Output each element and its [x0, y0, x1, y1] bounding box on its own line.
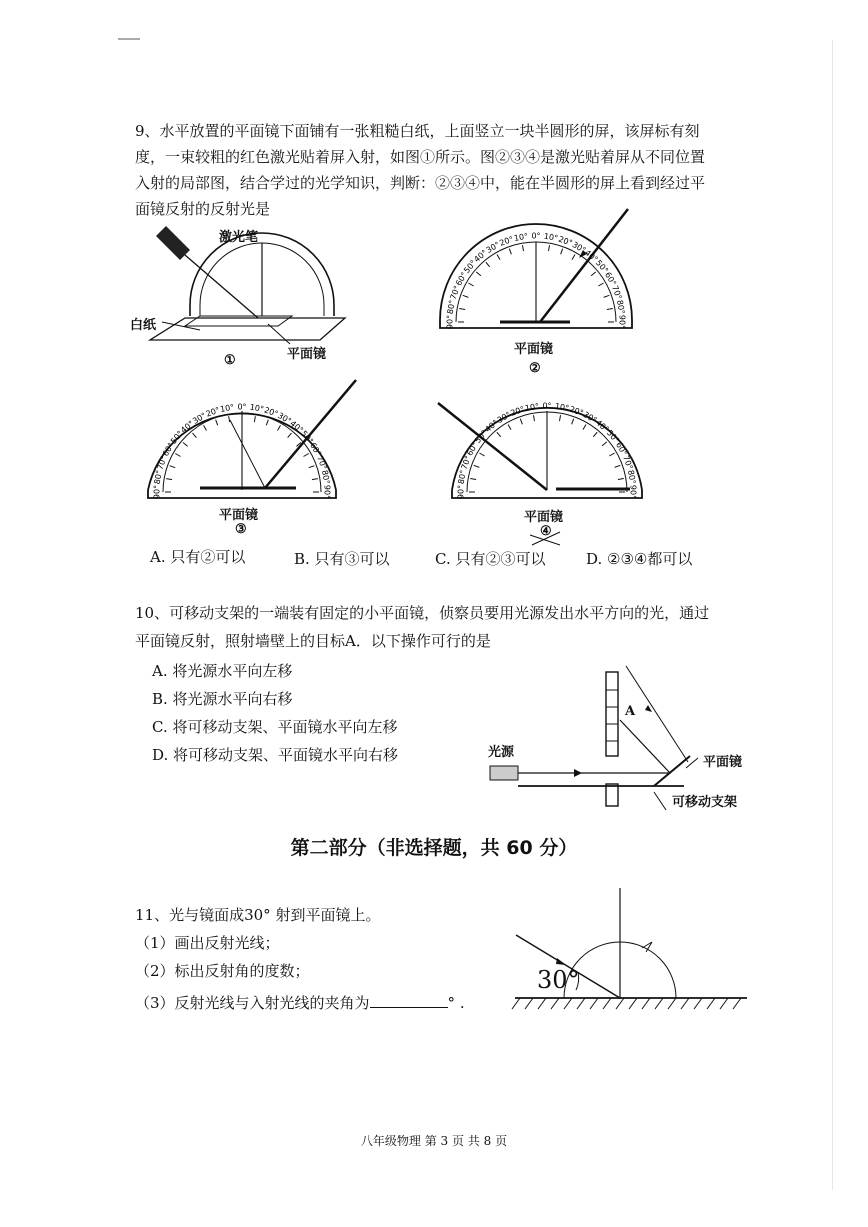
fig2-scale-label: 50°: [593, 258, 610, 276]
q11-sub1: （1）画出反射光线；: [135, 934, 280, 952]
fig2-scale-label: 40°: [472, 248, 490, 265]
fig2-scale-label: 90°: [445, 314, 455, 330]
fig1-paper-label: 白纸: [130, 318, 157, 333]
q10-source-label: 光源: [488, 745, 515, 760]
fig2-scale-label: 30°: [570, 240, 588, 255]
fig4-tick: [520, 419, 522, 425]
fig1-mirror-label: 平面镜: [287, 347, 327, 362]
q11-sub3-end: ° .: [447, 994, 465, 1012]
page-footer: 八年级物理 第 3 页 共 8 页: [360, 1134, 508, 1148]
fig4-tick: [470, 478, 476, 479]
fig4-scale-label: 80°: [626, 469, 638, 485]
q10-target-label: A: [625, 704, 636, 719]
fig3-scale-label: 90°: [322, 484, 332, 500]
fig4-scale-label: 30°: [581, 410, 599, 425]
fig2-scale-label: 70°: [448, 284, 462, 301]
q10-line2: 平面镜反射，照射墙壁上的目标A．以下操作可行的是: [135, 632, 491, 650]
q9-option-d[interactable]: D. ②③④都可以: [586, 550, 693, 568]
fig2-scale-label: 90°: [617, 314, 627, 330]
q10-line1: 10、可移动支架的一端装有固定的小平面镜，侦察员要用光源发出水平方向的光，通过: [135, 604, 710, 622]
fig3-scale-label: 30°: [276, 410, 293, 426]
fig3-scale-label: 70°: [315, 454, 329, 472]
fig4-scale-label: 90°: [456, 484, 466, 500]
fig4-scale-label: 70°: [459, 454, 473, 471]
q9-line3: 入射的局部图，结合学过的光学知识，判断：②③④中，能在半圆形的屏上看到经过平: [135, 174, 706, 192]
q11-sub2: （2）标出反射角的度数；: [135, 962, 310, 980]
fig4-scale-label: 50°: [604, 428, 621, 446]
fig2-number: ②: [529, 361, 541, 376]
fig2-scale-label: 80°: [615, 299, 627, 315]
fig2-scale-label: 20°: [498, 234, 515, 248]
fig4-tick: [560, 415, 561, 421]
q9-option-a[interactable]: A. 只有②可以: [150, 548, 246, 566]
q11-line1: 11、光与镜面成30° 射到平面镜上。: [135, 906, 381, 924]
fig3-scale-label: 90°: [152, 484, 162, 500]
fig4-tick: [572, 419, 574, 425]
q9-option-b[interactable]: B. 只有③可以: [294, 550, 390, 568]
fig1-laser-label: 激光笔: [219, 230, 259, 245]
q9-line1: 9、水平放置的平面镜下面铺有一张粗糙白纸，上面竖立一块半圆形的屏，该屏标有刻: [135, 122, 700, 140]
fig3-scale-label: 80°: [152, 469, 164, 485]
fig3-scale-label: 60°: [160, 441, 176, 458]
fig3-scale-label: 20°: [262, 405, 280, 419]
fig4-tick: [593, 432, 597, 437]
fig3-scale-label: 10°: [219, 402, 235, 414]
q10-option-a[interactable]: A. 将光源水平向左移: [152, 662, 293, 680]
fig3-scale-label: 50°: [299, 429, 316, 446]
fig3-scale-label: 40°: [179, 418, 196, 435]
fig4-tick: [618, 478, 624, 479]
fig4-tick: [533, 415, 534, 421]
fig3-scale-label: 20°: [204, 405, 222, 419]
fig4-tick: [583, 424, 586, 429]
q10-option-b[interactable]: B. 将光源水平向右移: [152, 690, 293, 708]
q11-sub3-text: （3）反射光线与入射光线的夹角为: [135, 994, 370, 1012]
q10-option-c[interactable]: C. 将可移动支架、平面镜水平向左移: [152, 718, 398, 736]
fig4-scale-label: 50°: [473, 428, 490, 446]
q11-angle-label: 30°: [537, 966, 580, 994]
q9-option-c[interactable]: C. 只有②③可以: [435, 550, 546, 568]
fig2-scale-label: 40°: [582, 248, 600, 265]
fig4-scale-label: 20°: [568, 404, 585, 418]
fig4-scale-label: 40°: [593, 418, 611, 435]
fig2-scale-label: 0°: [531, 231, 541, 241]
fig3-number: ③: [235, 522, 247, 537]
fig3-scale-label: 0°: [237, 402, 247, 412]
fig4-scale-label: 20°: [509, 404, 526, 418]
q9-line4: 面镜反射的反射光是: [135, 200, 271, 218]
q10-mirror-label: 平面镜: [703, 755, 743, 770]
fig2-scale-label: 10°: [513, 231, 529, 243]
fig2-scale-label: 80°: [445, 299, 457, 315]
q10-option-d[interactable]: D. 将可移动支架、平面镜水平向右移: [152, 746, 399, 764]
fig4-scale-label: 30°: [495, 410, 513, 425]
fig2-scale-label: 10°: [543, 231, 559, 243]
fig4-mirror-label: 平面镜: [524, 510, 564, 525]
fig4-scale-label: 60°: [465, 440, 480, 458]
fig2-scale-label: 60°: [454, 270, 469, 288]
fig4-number: ④: [540, 524, 552, 539]
fig4-scale-label: 80°: [456, 469, 468, 485]
fig3-scale-label: 30°: [191, 410, 208, 426]
fig3-scale-label: 70°: [155, 454, 169, 472]
fig3-scale-label: 60°: [308, 441, 324, 458]
fig4-tick: [508, 424, 511, 429]
fig2-scale-label: 60°: [603, 270, 618, 288]
fig4-tick: [615, 465, 621, 467]
fig4-scale-label: 40°: [483, 418, 501, 435]
fig3-mirror-label: 平面镜: [219, 508, 259, 523]
fig2-scale-label: 50°: [462, 258, 479, 276]
fig4-tick: [602, 442, 607, 446]
fig2-mirror-label: 平面镜: [514, 342, 554, 357]
fig4-tick: [609, 453, 614, 456]
fig4-tick: [474, 465, 480, 467]
section-2-title: 第二部分（非选择题，共 60 分）: [290, 837, 578, 859]
fig4-tick: [497, 432, 501, 437]
fig2-scale-label: 30°: [484, 240, 502, 255]
fig2-scale-label: 20°: [557, 234, 574, 248]
q9-line2: 度，一束较粗的红色激光贴着屏入射，如图①所示。图②③④是激光贴着屏从不同位置: [135, 148, 706, 166]
fig4-scale-label: 60°: [614, 440, 629, 458]
fig2-scale-label: 70°: [610, 284, 624, 301]
fig3-scale-label: 40°: [288, 418, 305, 435]
fig4-scale-label: 90°: [628, 484, 638, 500]
fig4-tick: [487, 442, 492, 446]
fig3-scale-label: 50°: [168, 429, 185, 446]
fig4-scale-label: 0°: [542, 401, 552, 411]
fig3-scale-label: 80°: [320, 469, 332, 485]
fig4-scale-label: 70°: [621, 454, 635, 471]
fig4-tick: [479, 453, 484, 456]
fig4-scale-label: 10°: [524, 401, 540, 413]
fig4-scale-label: 10°: [554, 401, 570, 413]
fig3-scale-label: 10°: [249, 402, 265, 414]
q10-bracket-label: 可移动支架: [672, 795, 738, 810]
fig1-number: ①: [224, 353, 236, 368]
